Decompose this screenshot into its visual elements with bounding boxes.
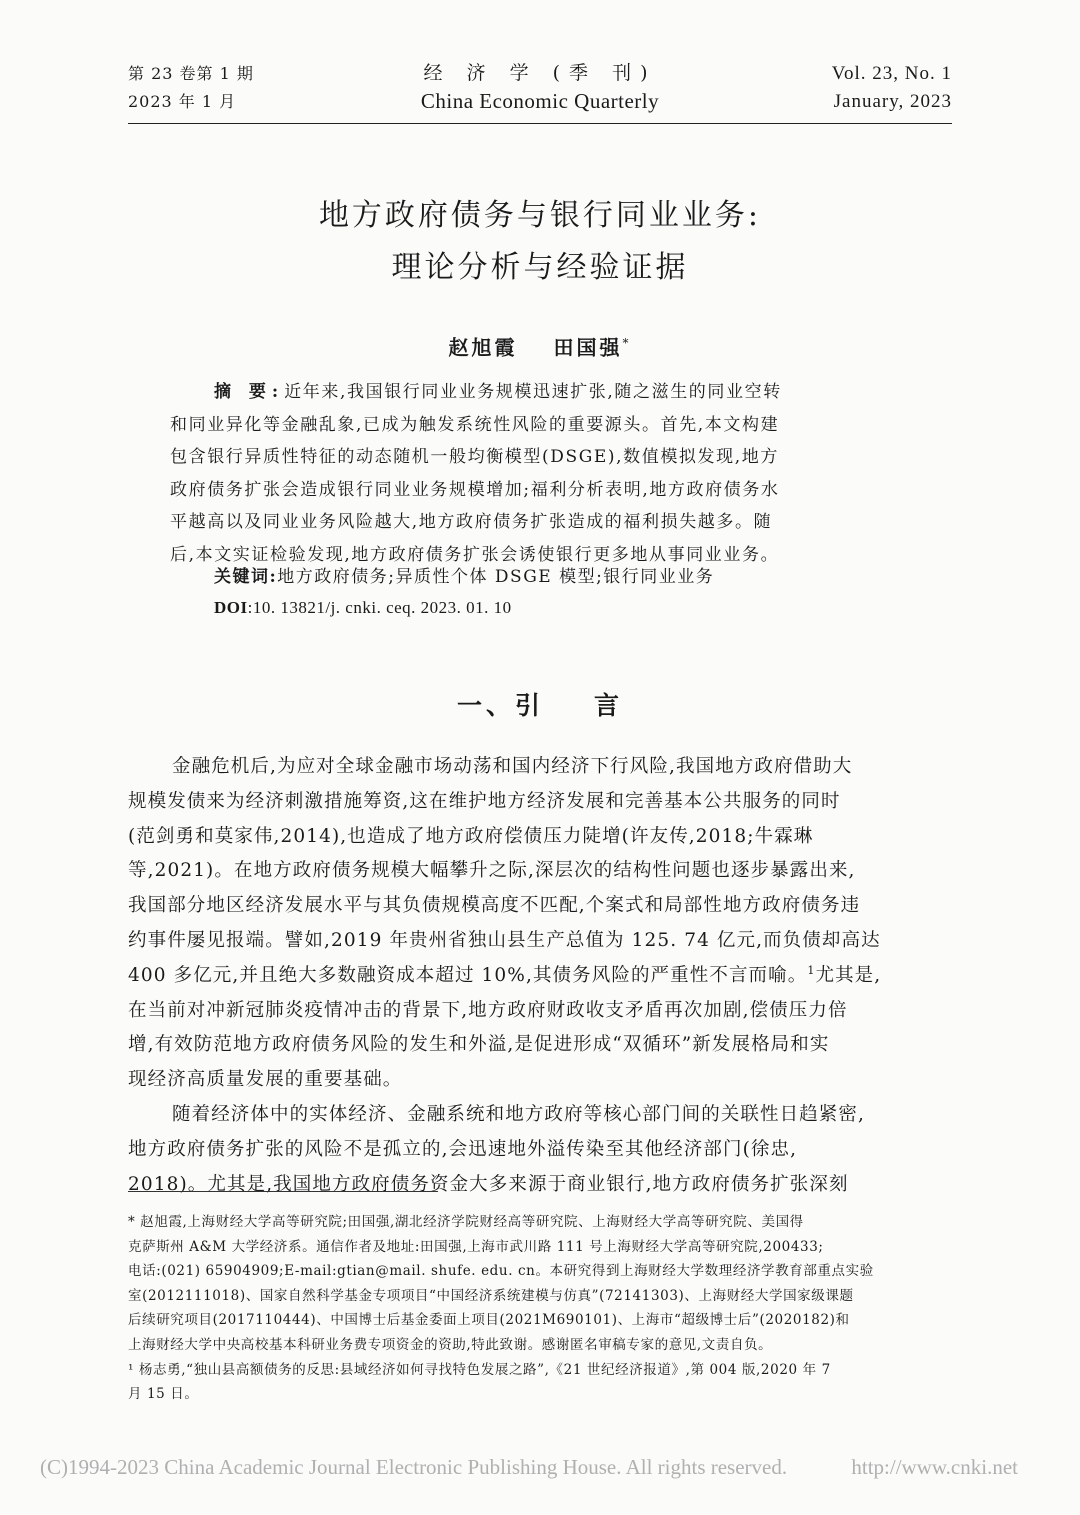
footnote-line: ¹ 杨志勇,“独山县高额债务的反思:县域经济如何寻找特色发展之路”,《21 世纪经济报道》,第 004 版,2020 年 7 xyxy=(128,1361,831,1378)
footnote-line: 后续研究项目(2017110444)、中国博士后基金委面上项目(2021M690101)、上海市“超级博士后”(2020182)和 xyxy=(128,1312,850,1329)
footnote-marker: * xyxy=(622,336,632,350)
author-name: 赵旭霞 xyxy=(448,335,518,360)
doi-value: :10. 13821/j. cnki. ceq. 2023. 01. 10 xyxy=(247,598,512,617)
footnote-line: * 赵旭霞,上海财经大学高等研究院;田国强,湖北经济学院财经高等研究院、上海财经大学高等研究院、美国得 xyxy=(128,1214,804,1230)
section-title: 言 xyxy=(594,691,624,720)
keywords-text: 地方政府债务;异质性个体 DSGE 模型;银行同业业务 xyxy=(277,567,715,587)
footnote-line: 室(2012111018)、国家自然科学基金专项项目“中国经济系统建模与仿真”(72141303)、上海财经大学国家级课题 xyxy=(128,1287,854,1304)
footnote-line: 月 15 日。 xyxy=(128,1386,199,1403)
footnote-rule xyxy=(128,1191,438,1192)
abstract xyxy=(170,376,910,572)
section-heading xyxy=(128,686,952,726)
doi xyxy=(214,593,512,623)
volume-issue-en: Vol. 23, No. 1 xyxy=(831,63,952,84)
journal-name-cn: 经 济 学 (季 刊) xyxy=(423,62,657,84)
date-cn: 2023 年 1 月 xyxy=(128,92,237,111)
abstract-line: 包含银行异质性特征的动态随机一般均衡模型(DSGE),数值模拟发现,地方 xyxy=(170,447,779,468)
date-en: January, 2023 xyxy=(833,91,952,112)
header-rule xyxy=(128,123,952,124)
body-line: 规模发债来为经济刺激措施筹资,这在维护地方经济发展和完善基本公共服务的同时 xyxy=(128,790,841,812)
body-line: 增,有效防范地方政府债务风险的发生和外溢,是促进形成“双循环”新发展格局和实 xyxy=(128,1034,830,1056)
abstract-line: 后,本文实证检验发现,地方政府债务扩张会诱使银行更多地从事同业业务。 xyxy=(170,544,780,565)
body-line: 地方政府债务扩张的风险不是孤立的,会迅速地外溢传染至其他经济部门(徐忠, xyxy=(128,1138,798,1160)
author-list xyxy=(128,328,952,363)
author-name: 田国强 xyxy=(553,335,623,360)
body-line: 金融危机后,为应对全球金融市场动荡和国内经济下行风险,我国地方政府借助大 xyxy=(172,756,853,777)
header-center xyxy=(128,60,952,116)
title-line-1: 地方政府债务与银行同业业务: xyxy=(318,198,762,233)
abstract-line: 平越高以及同业业务风险越大,地方政府债务扩张造成的福利损失越多。随 xyxy=(170,512,773,533)
paper-title xyxy=(128,190,952,294)
body-line: 现经济高质量发展的重要基础。 xyxy=(128,1069,403,1091)
doi-label: DOI xyxy=(214,598,248,617)
abstract-line: 摘 要:近年来,我国银行同业业务规模迅速扩张,随之滋生的同业空转 xyxy=(214,382,782,402)
header-right xyxy=(832,60,952,116)
volume-issue-cn: 第 23 卷第 1 期 xyxy=(128,64,254,83)
footnote-ref[interactable]: 1 xyxy=(807,963,816,977)
footnote-line: 克萨斯州 A&M 大学经济系。通信作者及地址:田国强,上海市武川路 111 号上海财经大学高等研究院,200433; xyxy=(128,1238,824,1255)
section-number: 一、引 xyxy=(456,691,544,720)
body-text xyxy=(128,750,952,1202)
body-line: 约事件屡见报端。譬如,2019 年贵州省独山县生产总值为 125. 74 亿元,而负债却高达 xyxy=(128,929,881,951)
body-line: 我国部分地区经济发展水平与其负债规模高度不匹配,个案式和局部性地方政府债务违 xyxy=(128,895,861,917)
abstract-line: 政府债务扩张会造成银行同业业务规模增加;福利分析表明,地方政府债务水 xyxy=(170,479,780,500)
footnote-line: 上海财经大学中央高校基本科研业务费专项资金的资助,特此致谢。感谢匿名审稿专家的意见,文责自负。 xyxy=(128,1336,773,1353)
body-line: (范剑勇和莫家伟,2014),也造成了地方政府偿债压力陡增(许友传,2018;牛霖琳 xyxy=(128,825,814,847)
abstract-label: 摘 要: xyxy=(214,382,285,402)
copyright-text: (C)1994-2023 China Academic Journal Electronic Publishing House. All rights reserved. xyxy=(40,1455,788,1479)
body-line: 2018)。尤其是,我国地方政府债务资金大多来源于商业银行,地方政府债务扩张深刻 xyxy=(128,1173,849,1195)
body-line: 400 多亿元,并且绝大多数融资成本超过 10%,其债务风险的严重性不言而喻。$^1$尤其是, xyxy=(128,963,882,986)
keywords-label: 关键词: xyxy=(214,567,278,587)
body-line: 随着经济体中的实体经济、金融系统和地方政府等核心部门间的关联性日趋紧密, xyxy=(172,1103,865,1125)
footnotes xyxy=(128,1210,952,1407)
body-line: 等,2021)。在地方政府债务规模大幅攀升之际,深层次的结构性问题也逐步暴露出来, xyxy=(128,860,856,882)
running-header xyxy=(128,60,952,122)
title-line-2: 理论分析与经验证据 xyxy=(391,250,689,285)
copyright-notice xyxy=(40,1452,1040,1482)
journal-name-en: China Economic Quarterly xyxy=(420,89,660,113)
footnote-line: 电话:(021) 65904909;E-mail:gtian@mail. shufe. edu. cn。本研究得到上海财经大学数理经济学教育部重点实验 xyxy=(128,1263,874,1280)
body-line: 在当前对冲新冠肺炎疫情冲击的背景下,地方政府财政收支矛盾再次加剧,偿债压力倍 xyxy=(128,999,848,1021)
cnki-link[interactable]: http://www.cnki.net xyxy=(851,1455,1018,1479)
keywords xyxy=(214,562,714,592)
abstract-line: 和同业异化等金融乱象,已成为触发系统性风险的重要源头。首先,本文构建 xyxy=(170,414,780,435)
